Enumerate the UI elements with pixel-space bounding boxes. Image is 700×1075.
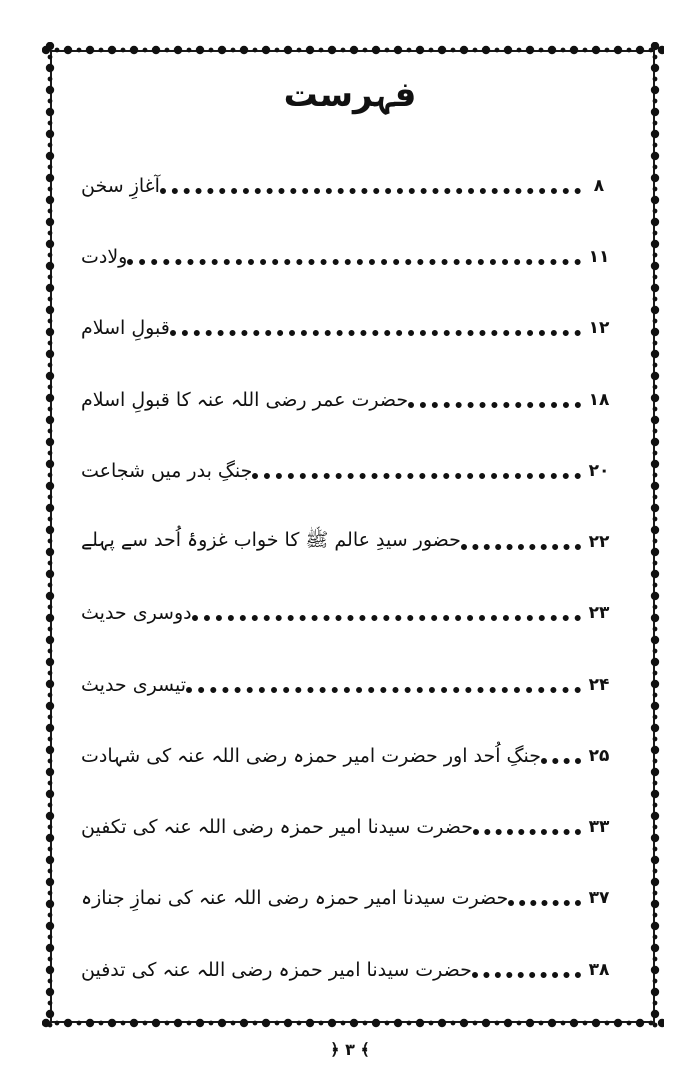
page-title: فہرست [283, 75, 417, 115]
toc-entry[interactable] [75, 308, 625, 348]
toc-entry-page: ۲۴ [588, 675, 610, 695]
toc-entry[interactable] [75, 237, 625, 277]
dot-leader [473, 829, 581, 835]
dot-leader [472, 972, 581, 978]
toc-entry[interactable] [75, 451, 625, 491]
toc-entry[interactable] [75, 166, 625, 206]
toc-entry[interactable] [75, 380, 625, 420]
toc-entry-page: ۲۰ [588, 461, 610, 481]
toc-entry-title: ولادت [81, 246, 128, 268]
dot-leader [461, 544, 581, 550]
toc-entry[interactable] [75, 736, 625, 776]
toc-entry-title: جنگِ بدر میں شجاعت [81, 460, 253, 482]
toc-entry-page: ۱۱ [588, 247, 610, 267]
page-number: ﴿ ۳ ﴾ [330, 1040, 370, 1059]
toc-entry-page: ۲۳ [588, 603, 610, 623]
toc-entry-title: حضرت سیدنا امیر حمزہ رضی اللہ عنہ کی تکفین [81, 816, 473, 838]
dot-leader [127, 259, 581, 265]
dot-leader [408, 402, 581, 408]
dot-leader [541, 758, 581, 764]
dot-leader [160, 188, 581, 194]
toc-entry-title: قبولِ اسلام [81, 317, 170, 339]
toc-entry-title: دوسری حدیث [81, 602, 192, 624]
toc-entry-page: ۲۵ [588, 746, 610, 766]
toc-entry-title: حضرت سیدنا امیر حمزہ رضی اللہ عنہ کی تدفین [81, 959, 472, 981]
toc-entry-title: جنگِ اُحد اور حضرت امیر حمزہ رضی اللہ عنہ کی شہادت [81, 745, 542, 767]
toc-entry[interactable] [75, 522, 625, 562]
dot-leader [508, 900, 581, 906]
toc-entry[interactable] [75, 878, 625, 918]
toc-entry-title: حضرت سیدنا امیر حمزہ رضی اللہ عنہ کی نمازِ جنازہ [81, 887, 509, 909]
toc-entry-page: ۳۷ [588, 888, 610, 908]
dot-leader [186, 687, 581, 693]
toc-entry-page: ۸ [593, 176, 605, 196]
toc-entry-page: ۳۳ [588, 817, 610, 837]
toc-entry[interactable] [75, 665, 625, 705]
dot-leader [192, 615, 581, 621]
toc-entry-title: آغازِ سخن [81, 175, 160, 197]
toc-entry-title: تیسری حدیث [81, 674, 187, 696]
toc-entry-page: ۱۸ [588, 390, 610, 410]
dot-leader [170, 330, 581, 336]
toc-entry-title: حضور سیدِ عالم ﷺ کا خواب غزوۂ اُحد سے پہلے [81, 529, 461, 551]
toc-entry[interactable] [75, 593, 625, 633]
toc-entry-title: حضرت عمر رضی اللہ عنہ کا قبولِ اسلام [81, 389, 409, 411]
toc-entry-page: ۲۲ [588, 532, 610, 552]
toc-entry[interactable] [75, 950, 625, 990]
toc-entry-page: ۱۲ [588, 318, 610, 338]
toc-entry-page: ۳۸ [588, 960, 610, 980]
toc-entry[interactable] [75, 807, 625, 847]
dot-leader [252, 473, 581, 479]
